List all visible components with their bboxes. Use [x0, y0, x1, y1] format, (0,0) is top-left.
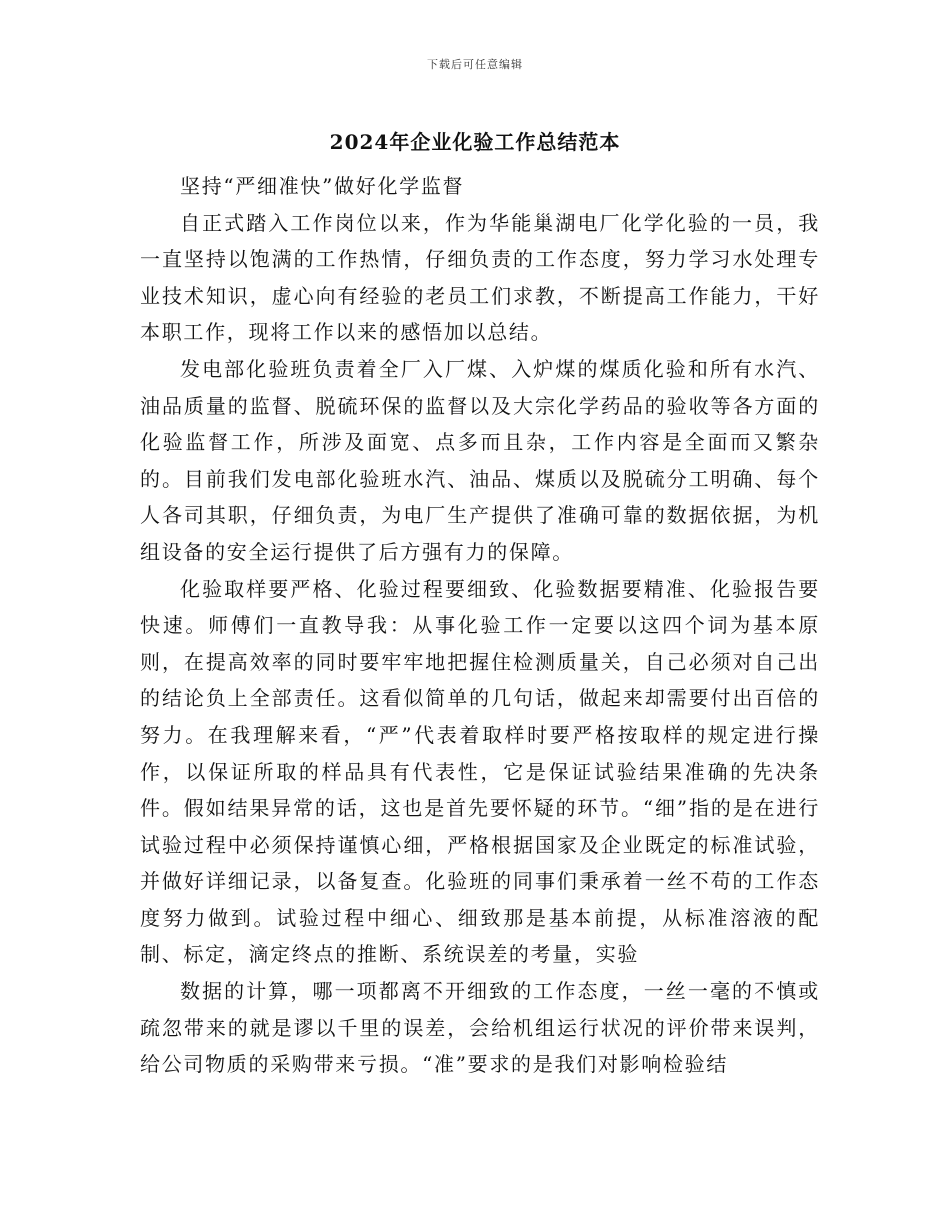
body-paragraph: 数据的计算，哪一项都离不开细致的工作态度，一丝一毫的不慎或疏忽带来的就是谬以千里的误差，会给机组运行状况的评价带来误判，给公司物质的采购带来亏损。“准”要求的是我们对影响检验结: [140, 979, 820, 1077]
body-paragraph: 发电部化验班负责着全厂入厂煤、入炉煤的煤质化验和所有水汽、油品质量的监督、脱硫环保的监督以及大宗化学药品的验收等各方面的化验监督工作，所涉及面宽、点多而且杂，工作内容是全面而又繁杂的。目前我们发电部化验班水汽、油品、煤质以及脱硫分工明确、每个人各司其职，仔细负责，为电厂生产提供了准确可靠的数据依据，为机组设备的安全运行提供了后方强有力的保障。: [140, 356, 820, 564]
body-paragraph: 化验取样要严格、化验过程要细致、化验数据要精准、化验报告要快速。师傅们一直教导我：从事化验工作一定要以这四个词为基本原则，在提高效率的同时要牢牢地把握住检测质量关，自己必须对自己出的结论负上全部责任。这看似简单的几句话，做起来却需要付出百倍的努力。在我理解来看，“严”代表着取样时要严格按取样的规定进行操作，以保证所取的样品具有代表性，它是保证试验结果准确的先决条件。假如结果异常的话，这也是首先要怀疑的环节。“细”指的是在进行试验过程中必须保持谨慎心细，严格根据国家及企业既定的标准试验，并做好详细记录，以备复查。化验班的同事们秉承着一丝不苟的工作态度努力做到。试验过程中细心、细致那是基本前提，从标准溶液的配制、标定，滴定终点的推断、系统误差的考量，实验: [140, 576, 820, 967]
document-body: [140, 168, 820, 1083]
subtitle-paragraph: 坚持“严细准快”做好化学监督: [180, 174, 465, 198]
document-title: 2024年企业化验工作总结范本: [329, 130, 621, 154]
page-header-note: 下载后可任意编辑: [427, 58, 523, 71]
body-paragraph: 自正式踏入工作岗位以来，作为华能巢湖电厂化学化验的一员，我一直坚持以饱满的工作热情，仔细负责的工作态度，努力学习水处理专业技术知识，虚心向有经验的老员工们求教，不断提高工作能力，干好本职工作，现将工作以来的感悟加以总结。: [140, 210, 820, 345]
